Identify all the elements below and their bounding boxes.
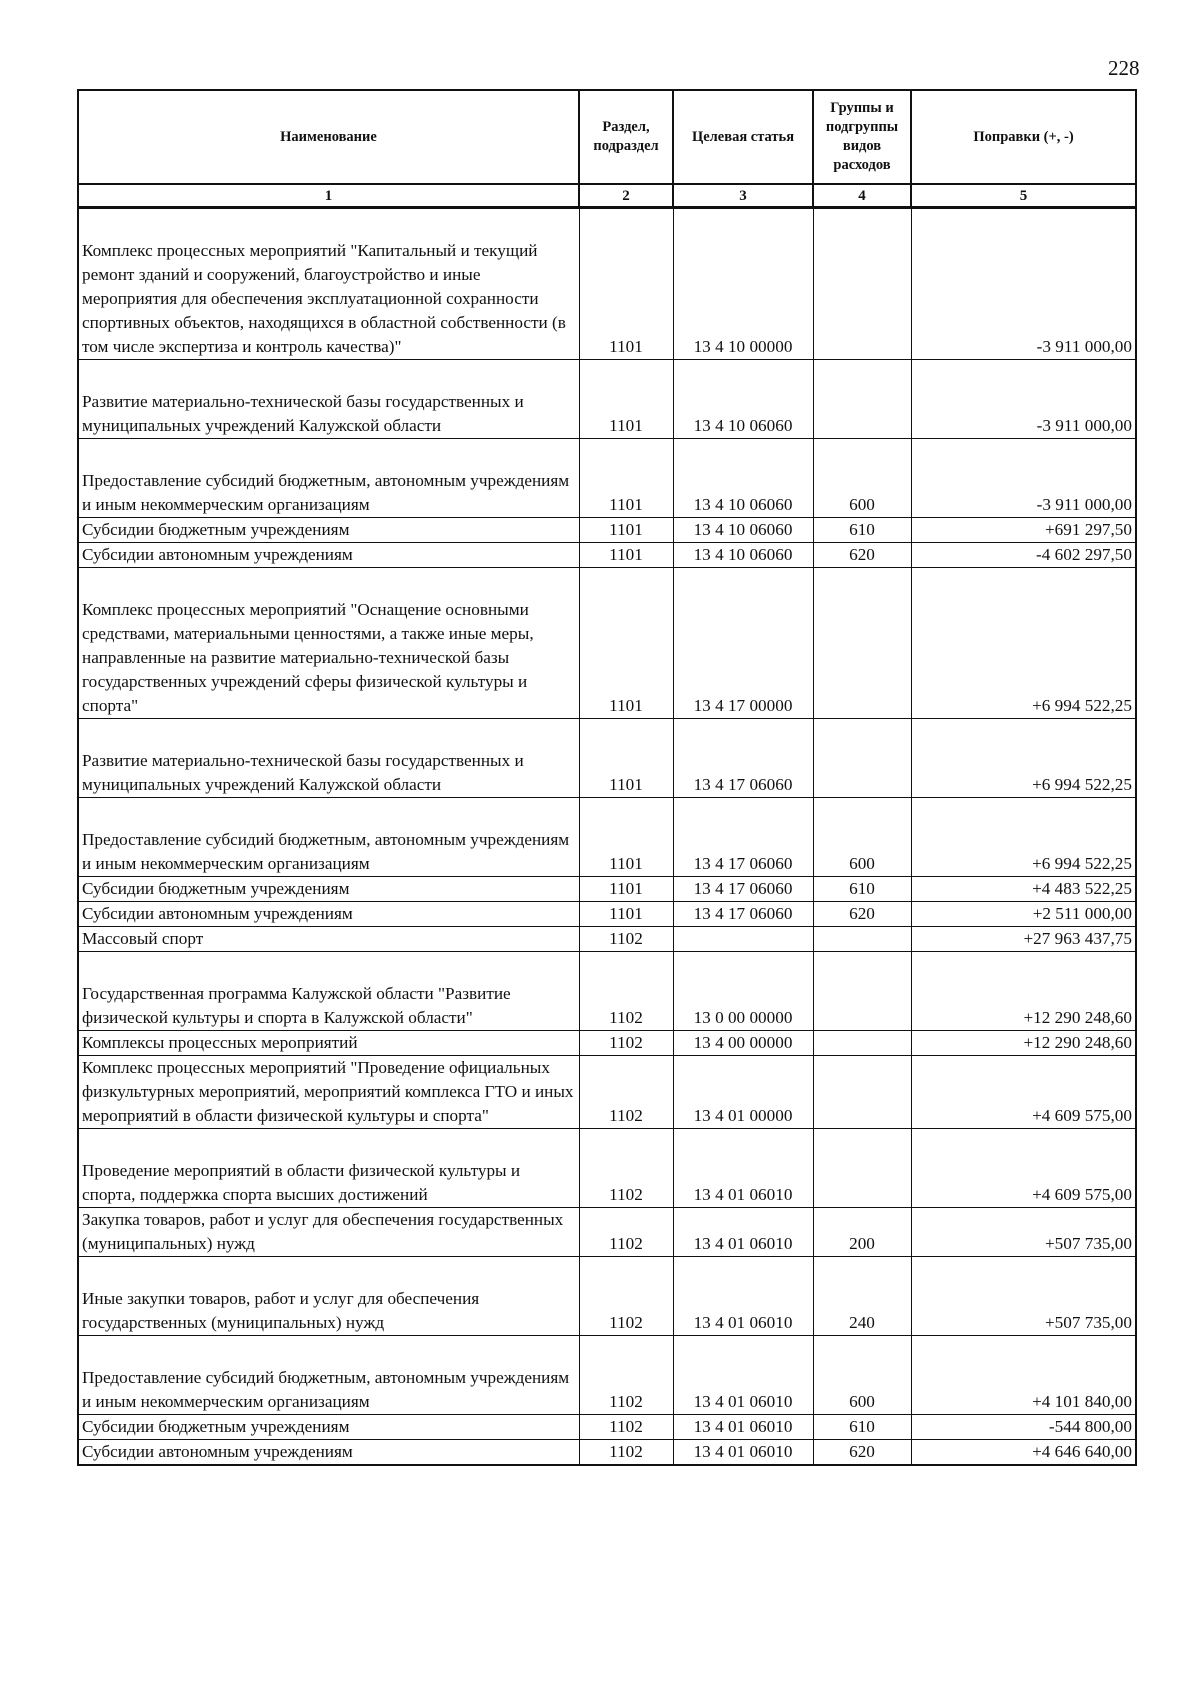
column-number: 4 [813,184,911,208]
row-name-cell: Субсидии бюджетным учреждениям [78,518,579,543]
row-target-article-cell: 13 4 10 06060 [673,439,813,518]
table-row [78,1208,1136,1257]
table-row [78,877,1136,902]
row-section-cell: 1102 [579,1440,673,1466]
row-expense-group-cell [813,719,911,798]
row-name-cell: Субсидии бюджетным учреждениям [78,877,579,902]
row-expense-group-cell [813,1031,911,1056]
budget-amendments-table [77,89,1137,1466]
row-expense-group-cell: 600 [813,798,911,877]
row-section-cell: 1102 [579,1257,673,1336]
row-section-cell: 1102 [579,1056,673,1129]
row-name-cell: Развитие материально-технической базы государственных и муниципальных учреждений Калужской области [78,360,579,439]
row-target-article-cell: 13 4 01 06010 [673,1129,813,1208]
row-expense-group-cell [813,952,911,1031]
row-amount-cell: -544 800,00 [911,1415,1136,1440]
row-expense-group-cell: 620 [813,1440,911,1466]
table-row [78,208,1136,360]
row-section-cell: 1102 [579,1031,673,1056]
row-amount-cell: -3 911 000,00 [911,360,1136,439]
row-expense-group-cell [813,1129,911,1208]
page-number: 228 [1108,56,1140,80]
row-target-article-cell: 13 4 10 00000 [673,208,813,360]
row-target-article-cell: 13 4 17 06060 [673,798,813,877]
row-expense-group-cell: 610 [813,518,911,543]
row-section-cell: 1102 [579,1415,673,1440]
header-expense-group: Группы и подгруппы видов расходов [813,90,911,184]
row-amount-cell: -3 911 000,00 [911,208,1136,360]
table-row [78,1415,1136,1440]
table-row [78,952,1136,1031]
table-row [78,543,1136,568]
row-target-article-cell: 13 4 01 06010 [673,1336,813,1415]
row-expense-group-cell [813,360,911,439]
row-amount-cell: +4 646 640,00 [911,1440,1136,1466]
row-target-article-cell [673,927,813,952]
row-name-cell: Предоставление субсидий бюджетным, автономным учреждениям и иным некоммерческим организациям [78,1336,579,1415]
row-section-cell: 1101 [579,568,673,719]
row-target-article-cell: 13 4 17 06060 [673,902,813,927]
header-name: Наименование [78,90,579,184]
row-expense-group-cell [813,568,911,719]
row-amount-cell: +27 963 437,75 [911,927,1136,952]
header-row [78,90,1136,184]
row-name-cell: Массовый спорт [78,927,579,952]
row-name-cell: Субсидии бюджетным учреждениям [78,1415,579,1440]
row-target-article-cell: 13 0 00 00000 [673,952,813,1031]
row-name-cell: Субсидии автономным учреждениям [78,902,579,927]
row-target-article-cell: 13 4 01 06010 [673,1208,813,1257]
row-expense-group-cell: 240 [813,1257,911,1336]
column-number: 2 [579,184,673,208]
header-target-article: Целевая статья [673,90,813,184]
table-row [78,518,1136,543]
row-name-cell: Проведение мероприятий в области физической культуры и спорта, поддержка спорта высших достижений [78,1129,579,1208]
row-section-cell: 1101 [579,798,673,877]
row-target-article-cell: 13 4 17 06060 [673,719,813,798]
row-amount-cell: -3 911 000,00 [911,439,1136,518]
header-section: Раздел, подраздел [579,90,673,184]
table-row [78,927,1136,952]
column-number: 1 [78,184,579,208]
row-amount-cell: +4 609 575,00 [911,1129,1136,1208]
row-name-cell: Предоставление субсидий бюджетным, автономным учреждениям и иным некоммерческим организациям [78,798,579,877]
row-target-article-cell: 13 4 01 06010 [673,1440,813,1466]
row-target-article-cell: 13 4 10 06060 [673,543,813,568]
table-row [78,798,1136,877]
row-name-cell: Субсидии автономным учреждениям [78,543,579,568]
row-section-cell: 1101 [579,439,673,518]
row-amount-cell: +507 735,00 [911,1257,1136,1336]
table-row [78,1336,1136,1415]
row-name-cell: Предоставление субсидий бюджетным, автономным учреждениям и иным некоммерческим организациям [78,439,579,518]
table-row [78,1056,1136,1129]
row-target-article-cell: 13 4 10 06060 [673,360,813,439]
row-section-cell: 1102 [579,1336,673,1415]
table-body [78,208,1136,1466]
column-number: 5 [911,184,1136,208]
row-target-article-cell: 13 4 00 00000 [673,1031,813,1056]
row-name-cell: Комплекс процессных мероприятий "Проведение официальных физкультурных мероприятий, мероприятий комплекса ГТО и иных мероприятий в области физической культуры и спорта" [78,1056,579,1129]
row-expense-group-cell: 620 [813,902,911,927]
row-target-article-cell: 13 4 01 00000 [673,1056,813,1129]
table-row [78,568,1136,719]
row-section-cell: 1102 [579,952,673,1031]
row-expense-group-cell: 600 [813,1336,911,1415]
row-name-cell: Комплекс процессных мероприятий "Оснащение основными средствами, материальными ценностями, а также иные меры, направленные на развитие материально-технической базы государственных учреждений сферы физической культуры и спорта" [78,568,579,719]
row-amount-cell: +4 101 840,00 [911,1336,1136,1415]
row-expense-group-cell [813,927,911,952]
row-amount-cell: +12 290 248,60 [911,952,1136,1031]
row-section-cell: 1101 [579,360,673,439]
row-section-cell: 1101 [579,902,673,927]
row-amount-cell: +6 994 522,25 [911,798,1136,877]
column-number: 3 [673,184,813,208]
row-name-cell: Государственная программа Калужской области "Развитие физической культуры и спорта в Калужской области" [78,952,579,1031]
row-name-cell: Закупка товаров, работ и услуг для обеспечения государственных (муниципальных) нужд [78,1208,579,1257]
table-row [78,1257,1136,1336]
row-section-cell: 1101 [579,518,673,543]
row-name-cell: Иные закупки товаров, работ и услуг для обеспечения государственных (муниципальных) нужд [78,1257,579,1336]
row-section-cell: 1101 [579,877,673,902]
row-section-cell: 1101 [579,543,673,568]
table-row [78,1031,1136,1056]
row-amount-cell: +507 735,00 [911,1208,1136,1257]
column-number-row [78,184,1136,208]
table-row [78,1440,1136,1466]
row-expense-group-cell [813,1056,911,1129]
row-expense-group-cell: 610 [813,877,911,902]
row-amount-cell: +6 994 522,25 [911,719,1136,798]
table-row [78,1129,1136,1208]
row-target-article-cell: 13 4 17 00000 [673,568,813,719]
row-amount-cell: +4 483 522,25 [911,877,1136,902]
row-section-cell: 1102 [579,927,673,952]
row-amount-cell: +12 290 248,60 [911,1031,1136,1056]
row-amount-cell: -4 602 297,50 [911,543,1136,568]
row-expense-group-cell: 200 [813,1208,911,1257]
row-section-cell: 1101 [579,208,673,360]
row-amount-cell: +691 297,50 [911,518,1136,543]
row-amount-cell: +4 609 575,00 [911,1056,1136,1129]
row-target-article-cell: 13 4 01 06010 [673,1415,813,1440]
row-target-article-cell: 13 4 10 06060 [673,518,813,543]
row-name-cell: Субсидии автономным учреждениям [78,1440,579,1466]
row-name-cell: Комплексы процессных мероприятий [78,1031,579,1056]
row-section-cell: 1102 [579,1208,673,1257]
row-name-cell: Развитие материально-технической базы государственных и муниципальных учреждений Калужской области [78,719,579,798]
row-expense-group-cell: 620 [813,543,911,568]
header-amendments: Поправки (+, -) [911,90,1136,184]
row-expense-group-cell [813,208,911,360]
table-row [78,719,1136,798]
row-amount-cell: +6 994 522,25 [911,568,1136,719]
row-name-cell: Комплекс процессных мероприятий "Капитальный и текущий ремонт зданий и сооружений, благоустройство и иные мероприятия для обеспечения эксплуатационной сохранности спортивных объектов, находящихся в областной собственности (в том числе экспертиза и контроль качества)" [78,208,579,360]
row-section-cell: 1101 [579,719,673,798]
table-row [78,902,1136,927]
row-expense-group-cell: 600 [813,439,911,518]
row-amount-cell: +2 511 000,00 [911,902,1136,927]
row-target-article-cell: 13 4 01 06010 [673,1257,813,1336]
table-row [78,439,1136,518]
table-row [78,360,1136,439]
row-expense-group-cell: 610 [813,1415,911,1440]
row-target-article-cell: 13 4 17 06060 [673,877,813,902]
row-section-cell: 1102 [579,1129,673,1208]
